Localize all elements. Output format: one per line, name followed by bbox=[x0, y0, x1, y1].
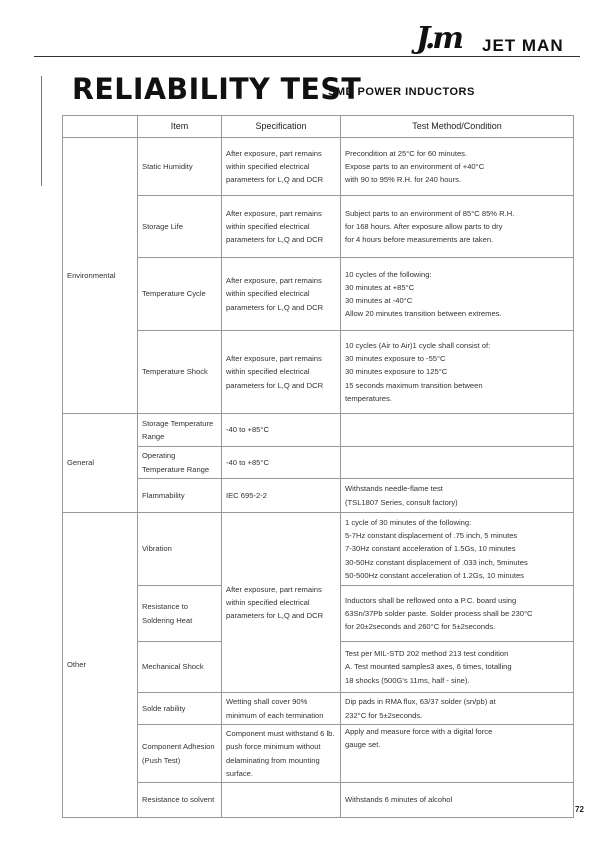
method-line: for 4 hours before measurements are taken. bbox=[345, 235, 494, 245]
method-line: 1 cycle of 30 minutes of the following: bbox=[345, 517, 472, 527]
table-row bbox=[63, 447, 574, 479]
spec-cell bbox=[222, 783, 341, 818]
method-line: Subject parts to an environment of 85°C 85% R.H. bbox=[345, 208, 515, 218]
table-row bbox=[63, 513, 574, 586]
jetman-logo bbox=[416, 21, 576, 58]
method-line: Precondition at 25°C for 60 minutes. bbox=[345, 148, 468, 158]
method-line: for 168 hours. After exposure allow parts to dry bbox=[345, 221, 503, 231]
method-line: 10 cycles (Air to Air)1 cycle shall consist of: bbox=[345, 340, 491, 350]
method-line: 5-7Hz constant displacement of .75 inch, 5 minutes bbox=[345, 531, 518, 541]
method-line: for 20±2seconds and 260°C for 5±2seconds. bbox=[345, 622, 496, 632]
item-cell: Operating Temperature Range bbox=[138, 447, 222, 479]
item-cell: Resistance to Soldering Heat bbox=[138, 586, 222, 642]
item-cell: Static Humidity bbox=[138, 138, 222, 196]
table-row bbox=[63, 783, 574, 818]
table-header-row bbox=[63, 116, 574, 138]
spec-cell: After exposure, part remains within specified electrical parameters for L,Q and DCR bbox=[222, 138, 341, 196]
method-line: 7-30Hz constant acceleration of 1.5Gs, 10 minutes bbox=[345, 544, 516, 554]
method-line: Apply and measure force with a digital force bbox=[345, 727, 493, 736]
spec-cell: After exposure, part remains within specified electrical parameters for L,Q and DCR bbox=[222, 258, 341, 331]
item-cell: Vibration bbox=[138, 513, 222, 586]
method-line: Dip pads in RMA flux, 63/37 solder (sn/pb) at bbox=[345, 697, 496, 707]
method-cell bbox=[341, 447, 574, 479]
spec-cell: After exposure, part remains within specified electrical parameters for L,Q and DCR bbox=[222, 331, 341, 414]
method-line: with 90 to 95% R.H. for 240 hours. bbox=[345, 175, 462, 185]
method-line: 30-50Hz constant displacement of .033 inch, 5minutes bbox=[345, 557, 528, 567]
table-row bbox=[63, 331, 574, 414]
method-line: 30 minutes at -40°C bbox=[345, 296, 413, 305]
method-line: 63Sn/37Pb solder paste. Solder process shall be 230°C bbox=[345, 608, 533, 618]
item-cell: Solde rability bbox=[138, 693, 222, 725]
spec-cell: Wetting shall cover 90% minimum of each termination bbox=[222, 693, 341, 725]
method-cell bbox=[341, 479, 574, 513]
item-cell: Flammability bbox=[138, 479, 222, 513]
method-cell bbox=[341, 414, 574, 447]
method-line: 15 seconds maximum transition between bbox=[345, 380, 483, 390]
method-cell bbox=[341, 331, 574, 414]
reliability-test-table bbox=[62, 115, 574, 818]
method-line: Allow 20 minutes transition between extremes. bbox=[345, 309, 502, 319]
method-line: temperatures. bbox=[345, 393, 392, 403]
category-header bbox=[63, 116, 138, 138]
spec-cell: -40 to +85°C bbox=[222, 414, 341, 447]
table-row bbox=[63, 414, 574, 447]
category-other: Other bbox=[63, 513, 138, 818]
column-header: Specification bbox=[222, 116, 341, 138]
method-cell bbox=[341, 642, 574, 693]
method-line: 232°C for 5±2seconds. bbox=[345, 710, 423, 720]
method-line: 50-500Hz constant acceleration of 1.2Gs, 10 minutes bbox=[345, 570, 524, 580]
column-header: Item bbox=[138, 116, 222, 138]
method-line: 30 minutes exposure to 125°C bbox=[345, 367, 448, 377]
spec-cell: After exposure, part remains within specified electrical parameters for L,Q and DCR bbox=[222, 513, 341, 693]
spec-cell: Component must withstand 6 lb. push force minimum without delaminating from mounting surface. bbox=[222, 725, 341, 783]
method-line: Expose parts to an environment of +40°C bbox=[345, 161, 485, 171]
table-row bbox=[63, 693, 574, 725]
method-line: 30 minutes exposure to -55°C bbox=[345, 354, 446, 364]
method-line: 18 shocks (500G's 11ms, half - sine). bbox=[345, 675, 470, 685]
item-cell: Storage Temperature Range bbox=[138, 414, 222, 447]
item-cell: Component Adhesion (Push Test) bbox=[138, 725, 222, 783]
spec-cell: IEC 695-2-2 bbox=[222, 479, 341, 513]
method-line: Inductors shall be reflowed onto a P.C. board using bbox=[345, 595, 517, 605]
item-cell: Storage Life bbox=[138, 196, 222, 258]
method-cell bbox=[341, 258, 574, 331]
table-row bbox=[63, 725, 574, 783]
page-subtitle: SMD POWER INDUCTORS bbox=[328, 86, 475, 98]
method-line: 10 cycles of the following: bbox=[345, 269, 432, 279]
method-line: Withstands 6 minutes of alcohol bbox=[345, 795, 453, 805]
method-cell bbox=[341, 783, 574, 818]
spec-cell: -40 to +85°C bbox=[222, 447, 341, 479]
item-cell: Temperature Cycle bbox=[138, 258, 222, 331]
category-general: General bbox=[63, 414, 138, 513]
method-line: (TSL1807 Series, consult factory) bbox=[345, 497, 458, 507]
table-row bbox=[63, 479, 574, 513]
method-line: A. Test mounted samples3 axes, 6 times, totalling bbox=[345, 662, 512, 672]
method-line: Test per MIL-STD 202 method 213 test condition bbox=[345, 649, 509, 659]
margin-rule bbox=[41, 76, 42, 186]
method-cell bbox=[341, 725, 574, 783]
page-title: RELIABILITY TEST bbox=[72, 72, 362, 106]
item-cell: Resistance to solvent bbox=[138, 783, 222, 818]
method-line: Withstands needle-flame test bbox=[345, 484, 443, 494]
table-row bbox=[63, 258, 574, 331]
spec-cell: After exposure, part remains within specified electrical parameters for L,Q and DCR bbox=[222, 196, 341, 258]
header-rule bbox=[34, 56, 580, 57]
logo-mark: J.m bbox=[416, 21, 462, 56]
category-environmental: Environmental bbox=[63, 138, 138, 414]
column-header: Test Method/Condition bbox=[341, 116, 574, 138]
method-cell bbox=[341, 513, 574, 586]
page-number: 72 bbox=[575, 805, 584, 814]
method-cell bbox=[341, 586, 574, 642]
method-cell bbox=[341, 693, 574, 725]
item-cell: Mechanical Shock bbox=[138, 642, 222, 693]
brand-name: JET MAN bbox=[482, 36, 564, 55]
method-cell bbox=[341, 138, 574, 196]
method-line: gauge set. bbox=[345, 740, 381, 750]
method-line: 30 minutes at +85°C bbox=[345, 282, 415, 292]
item-cell: Temperature Shock bbox=[138, 331, 222, 414]
table-row bbox=[63, 196, 574, 258]
method-cell bbox=[341, 196, 574, 258]
table-row bbox=[63, 138, 574, 196]
